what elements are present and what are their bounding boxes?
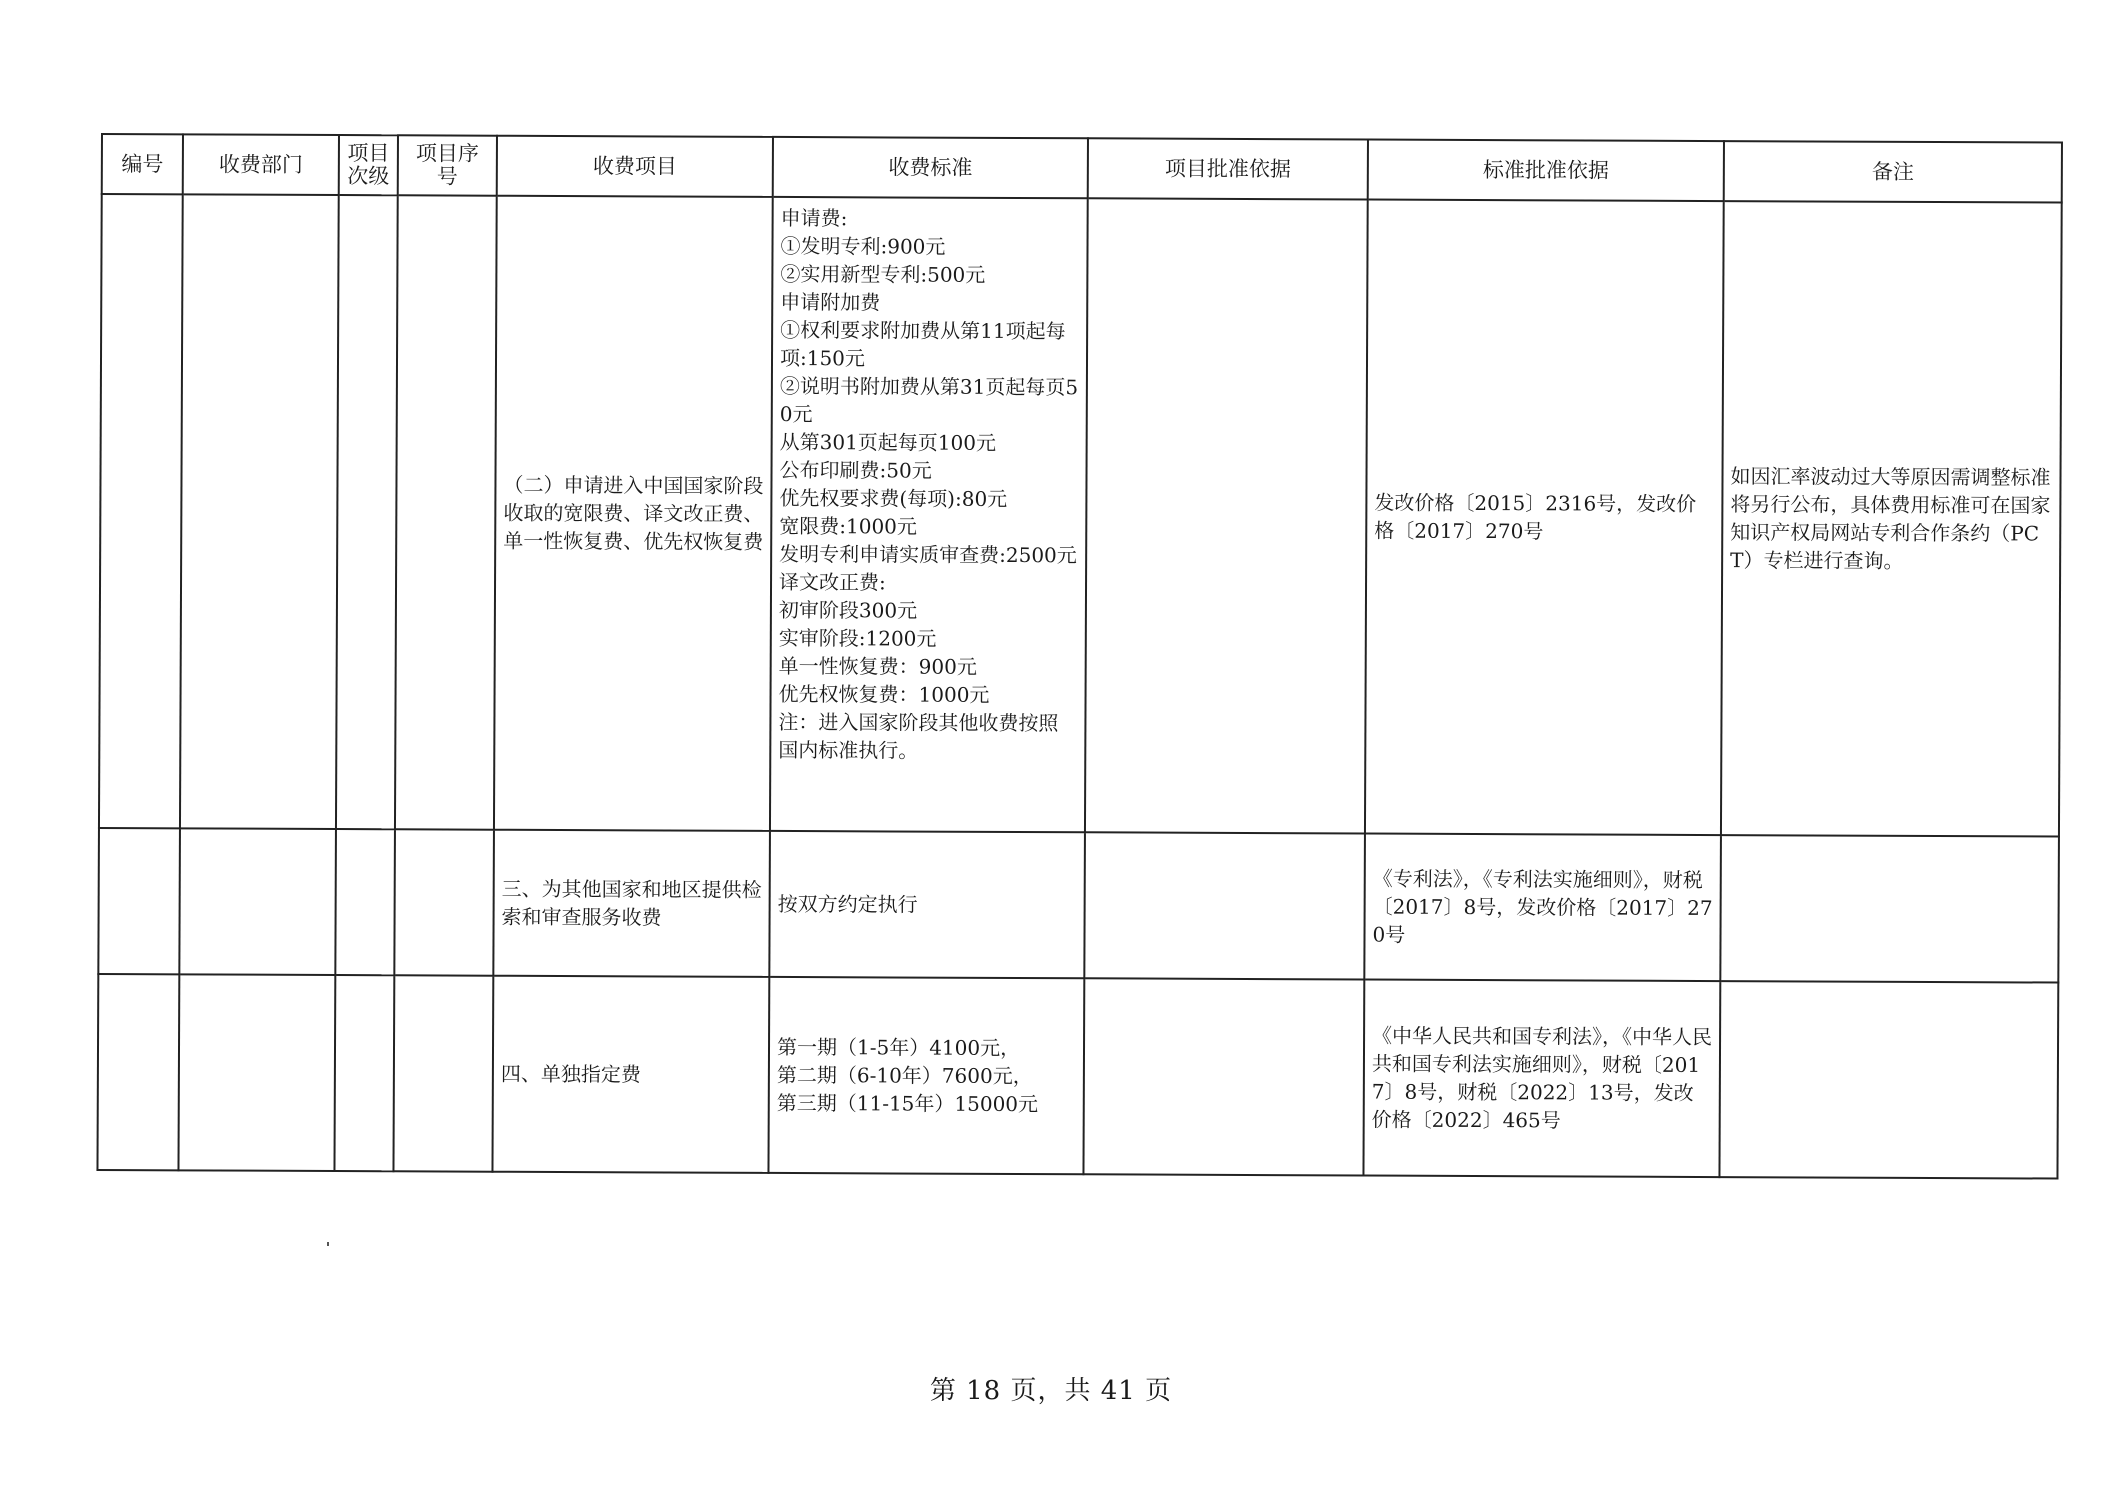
cell-department [178, 975, 335, 1172]
cell-standard: 申请费: ①发明专利:900元 ②实用新型专利:500元 申请附加费 ①权利要求附加费从第11项起每项:150元 ②说明书附加费从第31页起每页50元 从第301页起每页100元 公布印刷费:50元 优先权要求费(每项):80元 宽限费:1000元 发明专利申请实质审查费:2500元 译文改正费: 初审阶段300元 实审阶段:1200元 单一性恢复费：900元 优先权恢复费：1000元 注：进入国家阶段其他收费按照国内标准执行。 [770, 197, 1088, 832]
cell-standard-basis: 《专利法》，《专利法实施细则》，财税〔2017〕8号，发改价格〔2017〕270号 [1364, 834, 1721, 982]
fee-table [96, 133, 2063, 1180]
cell-item: （二）申请进入中国国家阶段收取的宽限费、译文改正费、单一性恢复费、优先权恢复费 [494, 196, 773, 831]
header-remarks: 备注 [1724, 141, 2062, 203]
header-level: 项目次级 [339, 135, 398, 195]
cell-level [336, 195, 398, 829]
cell-level [334, 975, 394, 1171]
cell-number [99, 194, 183, 828]
page-number-footer: 第 18 页，共 41 页 [929, 1376, 1173, 1406]
cell-department [179, 829, 336, 976]
cell-standard-basis: 发改价格〔2015〕2316号，发改价格〔2017〕270号 [1365, 200, 1724, 836]
table-row [98, 828, 2059, 983]
header-item: 收费项目 [497, 136, 773, 197]
cell-item-basis [1083, 978, 1364, 1175]
cell-level [335, 829, 395, 975]
header-standard: 收费标准 [773, 137, 1088, 199]
header-department: 收费部门 [183, 134, 339, 195]
header-standard-basis: 标准批准依据 [1368, 140, 1724, 202]
cell-sequence [393, 975, 493, 1171]
cell-remarks: 如因汇率波动过大等原因需调整标准将另行公布，具体费用标准可在国家知识产权局网站专利合作条约（PCT）专栏进行查询。 [1721, 201, 2062, 836]
cell-number [98, 828, 180, 974]
cell-item-basis [1084, 832, 1365, 979]
header-number: 编号 [102, 134, 183, 195]
table-header-row [102, 134, 2062, 203]
cell-sequence [395, 195, 497, 829]
scan-speck [327, 1242, 329, 1246]
cell-number [97, 974, 179, 1170]
cell-department [180, 195, 339, 830]
cell-standard: 按双方约定执行 [769, 831, 1085, 978]
cell-remarks [1719, 981, 2058, 1178]
cell-sequence [394, 829, 494, 975]
table-row [97, 974, 2058, 1179]
cell-standard-basis: 《中华人民共和国专利法》，《中华人民共和国专利法实施细则》，财税〔2017〕8号，财税〔2022〕13号，发改价格〔2022〕465号 [1363, 980, 1720, 1178]
header-sequence: 项目序号 [398, 135, 497, 196]
table-row [99, 194, 2062, 837]
header-item-basis: 项目批准依据 [1088, 138, 1368, 199]
cell-standard: 第一期（1-5年）4100元， 第二期（6-10年）7600元， 第三期（11-15年）15000元 [768, 977, 1084, 1174]
cell-item: 四、单独指定费 [492, 976, 769, 1173]
cell-item: 三、为其他国家和地区提供检索和审查服务收费 [493, 830, 770, 977]
cell-remarks [1720, 835, 2059, 982]
cell-item-basis [1085, 198, 1368, 833]
